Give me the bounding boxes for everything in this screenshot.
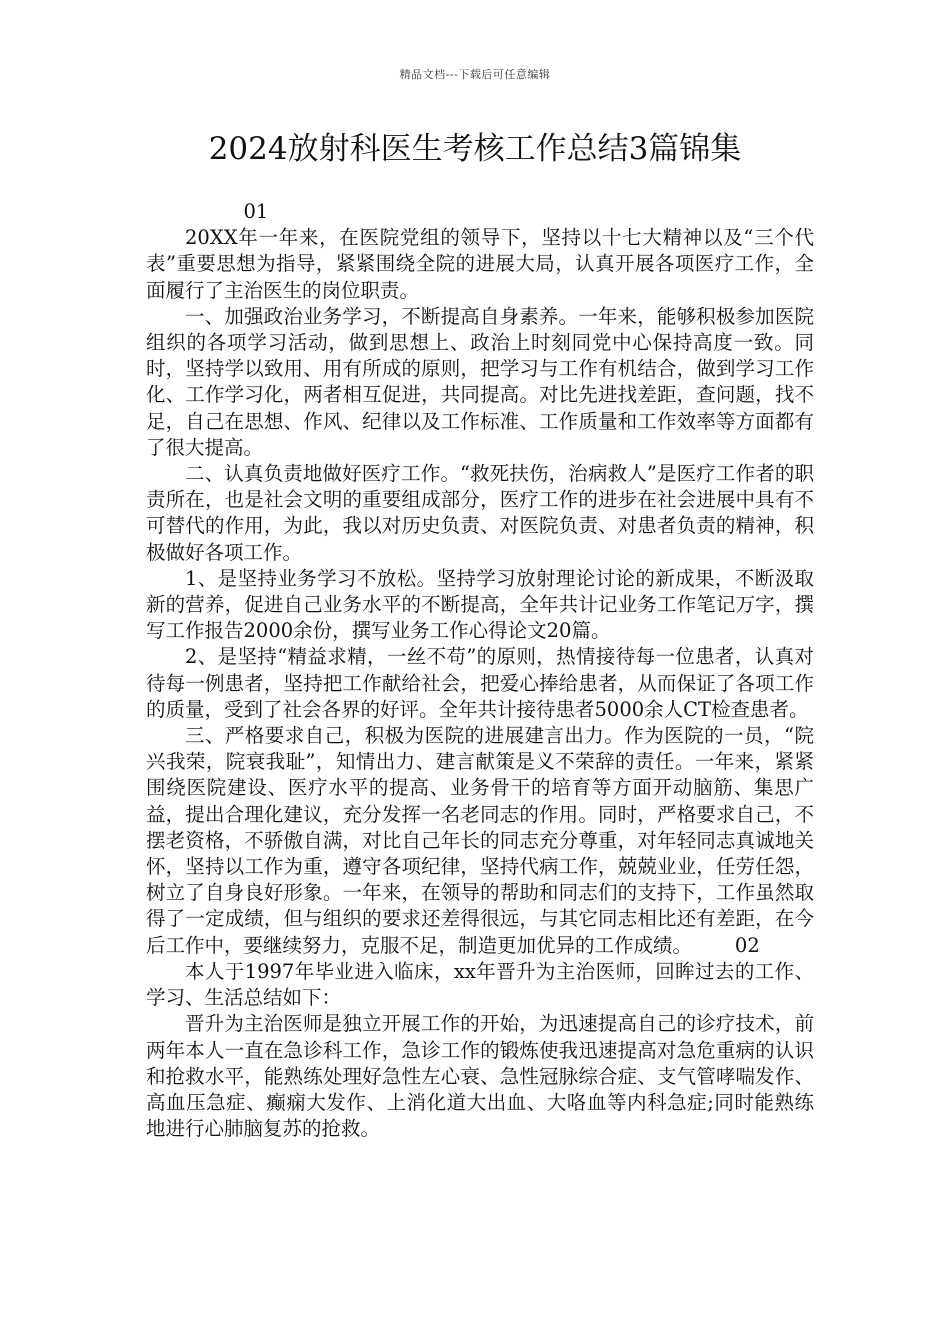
- paragraph-point-3: [146, 723, 814, 959]
- document-body: [146, 199, 814, 1142]
- paragraph-intro: 20XX年一年来，在医院党组的领导下，坚持以十七大精神以及“三个代表”重要思想为指导，紧紧围绕全院的进展大局，认真开展各项医疗工作，全面履行了主治医生的岗位职责。: [146, 226, 814, 302]
- section-number-2: 02: [734, 933, 760, 957]
- paragraph-point-3-text: 三、严格要求自己，积极为医院的进展建言出力。作为医院的一员，“院兴我荣，院衰我耻”，知情出力、建言献策是义不荣辞的责任。一年来，紧紧围绕医院建设、医疗水平的提高、业务骨干的培育等方面开动脑筋、集思广益，提出合理化建议，充分发挥一名老同志的作用。同时，严格要求自己，不摆老资格，不骄傲自满，对比自己年长的同志充分尊重，对年轻同志真诚地关怀，坚持以工作为重，遵守各项纪律，坚持代病工作，兢兢业业，任劳任怨，树立了自身良好形象。一年来，在领导的帮助和同志们的支持下，工作虽然取得了一定成绩，但与组织的要求还差得很远，与其它同志相比还有差距，在今后工作中，要继续努力，克服不足，制造更加优异的工作成绩。: [146, 724, 814, 957]
- paragraph-point-1: 一、加强政治业务学习，不断提高自身素养。一年来，能够积极参加医院组织的各项学习活动，做到思想上、政治上时刻同党中心保持高度一致。同时，坚持学以致用、用有所成的原则，把学习与工作有机结合，做到学习工作化、工作学习化，两者相互促进，共同提高。对比先进找差距，查问题，找不足，自己在思想、作风、纪律以及工作标准、工作质量和工作效率等方面都有了很大提高。: [146, 304, 814, 459]
- paragraph-subpoint-2: 2、是坚持“精益求精，一丝不苟”的原则，热情接待每一位患者，认真对待每一例患者，坚持把工作献给社会，把爱心捧给患者，从而保证了各项工作的质量，受到了社会各界的好评。全年共计接待患者5000余人CT检查患者。: [146, 645, 814, 721]
- paragraph-section2-body: 晋升为主治医师是独立开展工作的开始，为迅速提高自己的诊疗技术，前两年本人一直在急诊科工作，急诊工作的锻炼使我迅速提高对急危重病的认识和抢救水平，能熟练处理好急性左心衰、急性冠脉综合症、支气管哮喘发作、高血压急症、癫痫大发作、上消化道大出血、大咯血等内科急症;同时能熟练地进行心肺脑复苏的抢救。: [146, 1012, 814, 1141]
- paragraph-point-2: 二、认真负责地做好医疗工作。“救死扶伤，治病救人”是医疗工作者的职责所在，也是社会文明的重要组成部分，医疗工作的进步在社会进展中具有不可替代的作用，为此，我以对历史负责、对医院负责、对患者负责的精神，积极做好各项工作。: [146, 462, 814, 564]
- document-title: 2024放射科医生考核工作总结3篇锦集: [208, 131, 742, 167]
- section-number-1: 01: [243, 200, 269, 223]
- paragraph-section2-intro: 本人于1997年毕业进入临床，xx年晋升为主治医师，回眸过去的工作、学习、生活总结如下：: [146, 959, 814, 1010]
- header-note: 精品文档---下载后可任意编辑: [399, 68, 551, 81]
- paragraph-subpoint-1: 1、是坚持业务学习不放松。坚持学习放射理论讨论的新成果，不断汲取新的营养，促进自己业务水平的不断提高，全年共计记业务工作笔记万字，撰写工作报告2000余份，撰写业务工作心得论文20篇。: [146, 566, 814, 643]
